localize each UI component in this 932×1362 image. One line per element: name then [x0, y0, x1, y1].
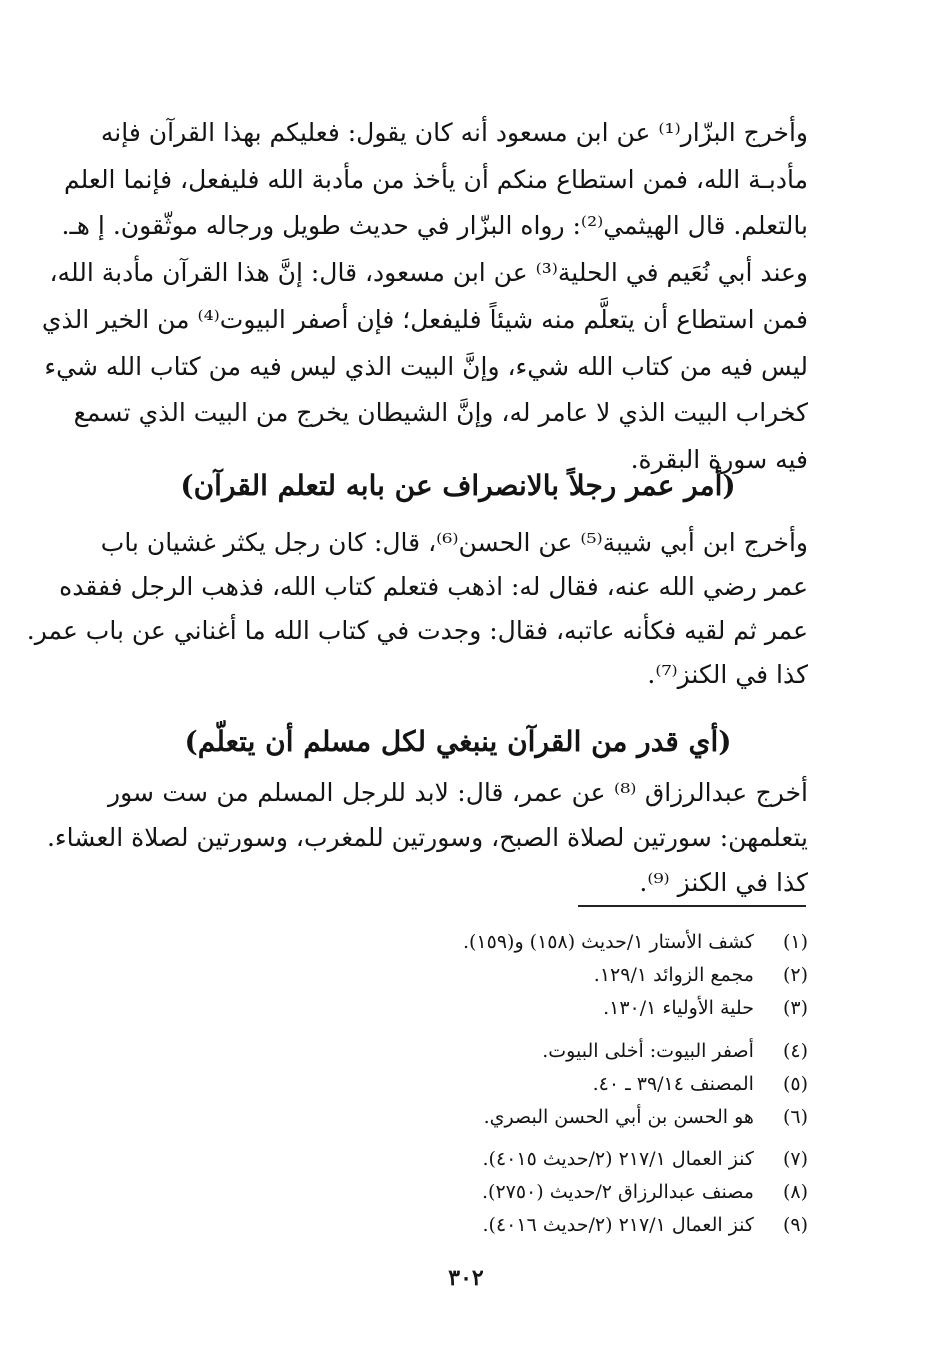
text-line: وعند أبي نُعَيم في الحلية⁽³⁾ عن ابن مسعود، قال: إنَّ هذا القرآن مأدبة الله، — [49, 258, 808, 287]
footnote-number: (٣) — [782, 997, 808, 1019]
footnote-number: (٨) — [782, 1181, 808, 1203]
text-line: أخرج عبدالرزاق ⁽⁸⁾ عن عمر، قال: لابد للرجل المسلم من ست سور — [108, 778, 808, 807]
footnote-number: (١) — [782, 931, 808, 953]
text-line: عمر ثم لقيه فكأنه عاتبه، فقال: وجدت في كتاب الله ما أغناني عن باب عمر. — [26, 616, 808, 645]
footnote — [188, 1143, 808, 1175]
text-line: فيه سورة البقرة. — [630, 445, 808, 474]
footnote-text: حلية الأولياء ١٣٠/١. — [603, 997, 754, 1019]
page-number: ٣٠٢ — [448, 1265, 484, 1291]
footnote-separator — [578, 905, 806, 907]
footnote — [188, 992, 808, 1024]
text-line: يتعلمهن: سورتين لصلاة الصبح، وسورتين للمغرب، وسورتين لصلاة العشاء. — [46, 823, 808, 852]
text-line: فمن استطاع أن يتعلَّم منه شيئاً فليفعل؛ فإن أصفر البيوت⁽⁴⁾ من الخير الذي — [41, 305, 808, 334]
text-line: كخراب البيت الذي لا عامر له، وإنَّ الشيطان يخرج من البيت الذي تسمع — [73, 398, 808, 427]
text-line: مأدبـة الله، فمن استطاع منكم أن يأخذ من مأدبة الله فليفعل، فإنما العلم — [63, 165, 808, 194]
footnote-text: كشف الأستار ١/حديث (١٥٨) و(١٥٩). — [462, 931, 754, 953]
footnote — [188, 1101, 808, 1133]
footnote-text: كنز العمال ٢١٧/١ (٢/حديث ٤٠١٦). — [482, 1214, 754, 1236]
text-line: ليس فيه من كتاب الله شيء، وإنَّ البيت الذي ليس فيه من كتاب الله شيء — [44, 352, 808, 381]
footnote-number: (٢) — [782, 964, 808, 986]
footnote-text: مجمع الزوائد ١٢٩/١. — [593, 964, 754, 986]
footnote-text: أصفر البيوت: أخلى البيوت. — [542, 1040, 754, 1062]
footnote-number: (٦) — [782, 1106, 808, 1128]
footnote — [188, 1176, 808, 1208]
footnote-text: مصنف عبدالرزاق ٢/حديث (٢٧٥٠). — [481, 1181, 754, 1203]
footnote — [188, 1068, 808, 1100]
text-line: وأخرج البزّار⁽¹⁾ عن ابن مسعود أنه كان يقول: فعليكم بهذا القرآن فإنه — [100, 118, 808, 147]
footnote — [188, 1035, 808, 1067]
text-line: وأخرج ابن أبي شيبة⁽⁵⁾ عن الحسن⁽⁶⁾، قال: كان رجل يكثر غشيان باب — [100, 528, 808, 557]
footnote — [188, 959, 808, 991]
footnote-text: المصنف ٣٩/١٤ ـ ٤٠. — [592, 1073, 754, 1095]
text-line: كذا في الكنز⁽⁷⁾. — [647, 660, 808, 689]
text-line: عمر رضي الله عنه، فقال له: اذهب فتعلم كتاب الله، فذهب الرجل ففقده — [59, 572, 808, 601]
footnote — [188, 1209, 808, 1241]
footnote-text: كنز العمال ٢١٧/١ (٢/حديث ٤٠١٥). — [482, 1148, 754, 1170]
text-line: كذا في الكنز ⁽⁹⁾. — [639, 868, 808, 897]
footnote-number: (٥) — [782, 1073, 808, 1095]
section-heading: (أي قدر من القرآن ينبغي لكل مسلم أن يتعلّم) — [184, 725, 732, 758]
section-heading: (أمر عمر رجلاً بالانصراف عن بابه لتعلم القرآن) — [180, 469, 736, 502]
footnote-text: هو الحسن بن أبي الحسن البصري. — [483, 1106, 754, 1128]
footnote-number: (٧) — [782, 1148, 808, 1170]
text-line: بالتعلم. قال الهيثمي⁽²⁾: رواه البزّار في حديث طويل ورجاله موثّقون. إ هـ. — [61, 211, 808, 240]
footnote-number: (٩) — [782, 1214, 808, 1236]
footnote-number: (٤) — [782, 1040, 808, 1062]
footnote — [188, 926, 808, 958]
